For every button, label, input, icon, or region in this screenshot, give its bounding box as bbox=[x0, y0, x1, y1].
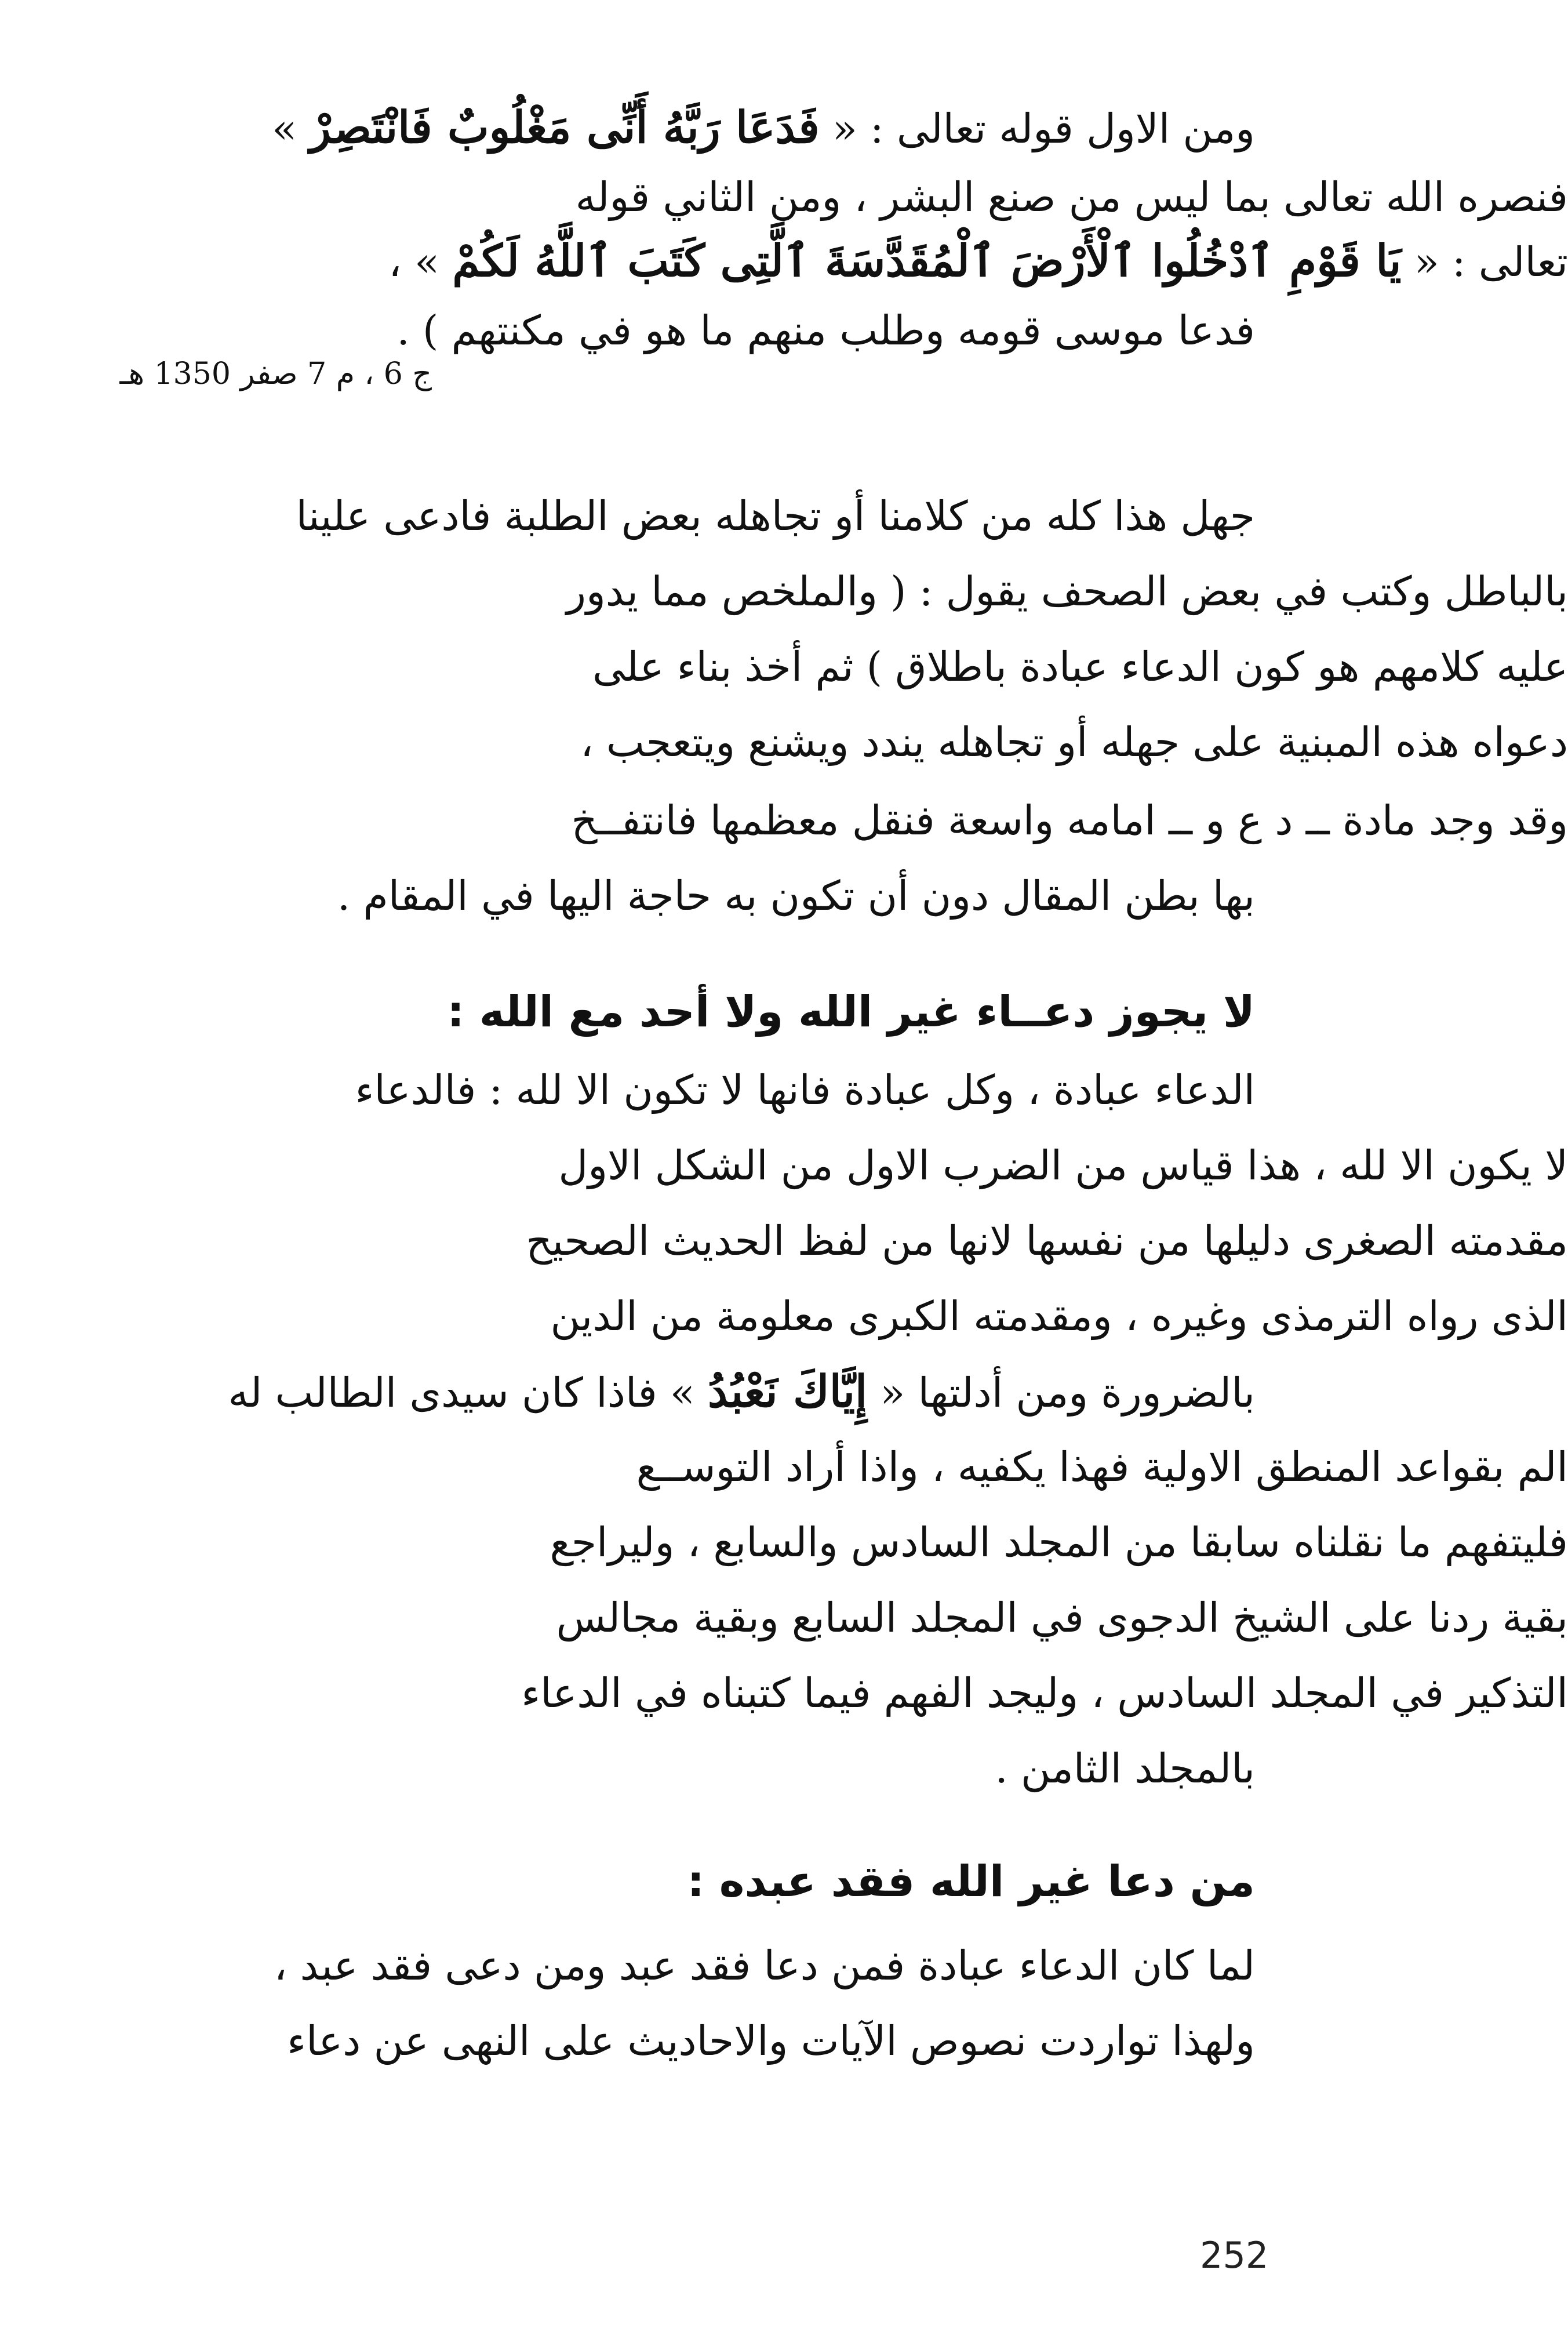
text-line: الدعاء عبادة ، وكل عبادة فانها لا تكون الا لله : فالدعاء bbox=[355, 1066, 1255, 1114]
text-line: بالباطل وكتب في بعض الصحف يقول : ( والملخص مما يدور bbox=[566, 568, 1568, 615]
text-line: فدعا موسى قومه وطلب منهم ما هو في مكنتهم ) . bbox=[396, 307, 1255, 354]
text-line: بالمجلد الثامن . bbox=[995, 1745, 1255, 1792]
text-line: لما كان الدعاء عبادة فمن دعا فقد عبد ومن دعى فقد عبد ، bbox=[274, 1942, 1255, 1989]
section-heading: من دعا غير الله فقد عبده : bbox=[687, 1857, 1255, 1907]
text-line bbox=[388, 232, 1568, 290]
text-line bbox=[272, 99, 1255, 157]
text-segment: » ، bbox=[388, 238, 453, 286]
text-line: الذى رواه الترمذى وغيره ، ومقدمته الكبرى معلومة من الدين bbox=[550, 1292, 1568, 1340]
text-line: دعواه هذه المبنية على جهله أو تجاهله يندد ويشنع ويتعجب ، bbox=[580, 718, 1568, 766]
text-segment: » bbox=[272, 105, 310, 152]
page-number: 252 bbox=[1200, 2234, 1269, 2276]
text-line: وقد وجد مادة ــ د ع و ــ امامه واسعة فنقل معظمها فانتفــخ bbox=[571, 797, 1568, 844]
text-segment: ومن الاول قوله تعالى : « bbox=[819, 105, 1255, 152]
text-segment: بالضرورة ومن أدلتها « bbox=[867, 1369, 1255, 1417]
text-line: عليه كلامهم هو كون الدعاء عبادة باطلاق ) ثم أخذ بناء على bbox=[592, 643, 1568, 691]
text-line: بها بطن المقال دون أن تكون به حاجة اليها في المقام . bbox=[337, 872, 1255, 920]
text-line: فنصره الله تعالى بما ليس من صنع البشر ، ومن الثاني قوله bbox=[575, 173, 1568, 221]
text-line: لا يكون الا لله ، هذا قياس من الضرب الاول من الشكل الاول bbox=[558, 1142, 1568, 1189]
quran-verse: يَا قَوْمِ ٱدْخُلُوا ٱلْأَرْضَ ٱلْمُقَدَّسَةَ ٱلَّتِى كَتَبَ ٱللَّهُ لَكُمْ bbox=[452, 235, 1402, 286]
text-line: فليتفهم ما نقلناه سابقا من المجلد السادس والسابع ، وليراجع bbox=[550, 1519, 1568, 1566]
text-line: جهل هذا كله من كلامنا أو تجاهله بعض الطلبة فادعى علينا bbox=[296, 492, 1255, 540]
text-line bbox=[228, 1363, 1255, 1421]
text-line: مقدمته الصغرى دليلها من نفسها لانها من لفظ الحديث الصحيح bbox=[526, 1217, 1568, 1265]
text-line: الم بقواعد المنطق الاولية فهذا يكفيه ، واذا أراد التوســع bbox=[636, 1443, 1568, 1491]
text-line: ولهذا تواردت نصوص الآيات والاحاديث على النهى عن دعاء bbox=[287, 2017, 1255, 2065]
text-line: التذكير في المجلد السادس ، وليجد الفهم فيما كتبناه في الدعاء bbox=[521, 1669, 1568, 1717]
source-reference: ج 6 ، م 7 صفر 1350 هـ bbox=[119, 357, 432, 391]
text-segment: تعالى : « bbox=[1401, 238, 1568, 286]
section-heading: لا يجوز دعــاء غير الله ولا أحد مع الله : bbox=[447, 987, 1255, 1037]
quran-verse: فَدَعَا رَبَّهُ أَنِّى مَغْلُوبٌ فَانْتَصِرْ bbox=[310, 101, 820, 153]
quran-verse: إِيَّاكَ نَعْبُدُ bbox=[708, 1366, 868, 1417]
text-segment: » فاذا كان سيدى الطالب له bbox=[228, 1369, 708, 1417]
text-line: بقية ردنا على الشيخ الدجوى في المجلد السابع وبقية مجالس bbox=[556, 1594, 1568, 1642]
